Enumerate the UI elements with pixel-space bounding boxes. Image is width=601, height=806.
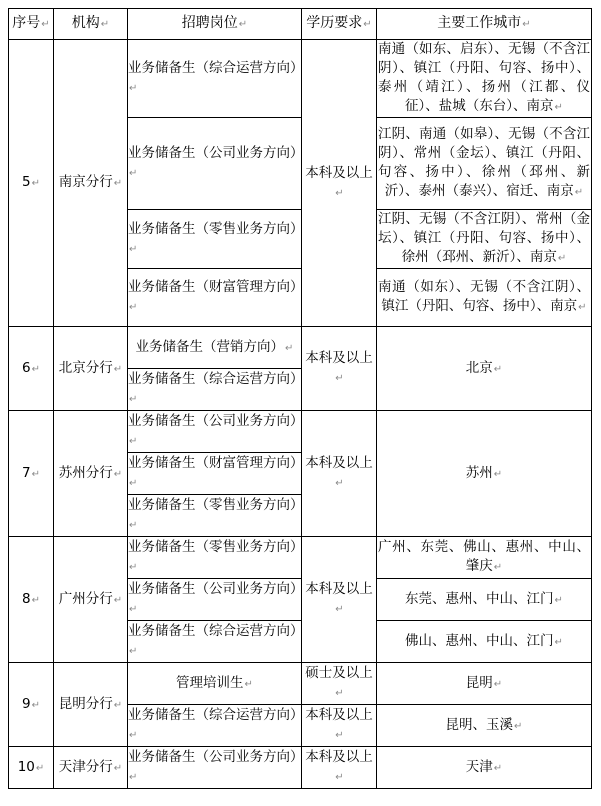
org-cell: 南京分行↵ [54,40,128,327]
org-cell: 广州分行↵ [54,537,128,663]
post-cell: 业务储备生（公司业务方向）↵ [128,118,302,210]
seq-cell: 6↵ [9,327,54,411]
city-cell: 天津↵ [377,747,592,789]
seq-cell: 10↵ [9,747,54,789]
edu-cell: 硕士及以上↵ [302,663,377,705]
header-seq: 序号↵ [9,9,54,40]
table-row [9,537,592,579]
seq-cell: 5↵ [9,40,54,327]
edu-cell: 本科及以上↵ [302,40,377,327]
post-cell: 业务储备生（综合运营方向）↵ [128,705,302,747]
table-row [9,663,592,705]
org-cell: 昆明分行↵ [54,663,128,747]
header-row [9,9,592,40]
post-cell: 业务储备生（公司业务方向）↵ [128,411,302,453]
city-cell: 广州、东莞、佛山、惠州、中山、肇庆↵ [377,537,592,579]
recruitment-table [8,8,592,789]
seq-cell: 8↵ [9,537,54,663]
table-row [9,747,592,789]
table-row [9,327,592,369]
post-cell: 业务储备生（综合运营方向）↵ [128,40,302,118]
city-cell: 江阴、无锡（不含江阴）、常州（金坛）、镇江（丹阳、句容、扬中）、徐州（邳州、新沂）、南京↵ [377,210,592,269]
post-cell: 业务储备生（财富管理方向）↵ [128,269,302,327]
edu-cell: 本科及以上↵ [302,705,377,747]
post-cell: 业务储备生（公司业务方向）↵ [128,747,302,789]
post-cell: 业务储备生（综合运营方向）↵ [128,369,302,411]
post-cell: 管理培训生↵ [128,663,302,705]
city-cell: 北京↵ [377,327,592,411]
edu-cell: 本科及以上↵ [302,327,377,411]
header-org: 机构↵ [54,9,128,40]
seq-cell: 9↵ [9,663,54,747]
city-cell: 佛山、惠州、中山、江门↵ [377,621,592,663]
org-cell: 苏州分行↵ [54,411,128,537]
post-cell: 业务储备生（零售业务方向）↵ [128,537,302,579]
post-cell: 业务储备生（营销方向）↵ [128,327,302,369]
header-city: 主要工作城市↵ [377,9,592,40]
edu-cell: 本科及以上↵ [302,411,377,537]
city-cell: 昆明、玉溪↵ [377,705,592,747]
header-edu: 学历要求↵ [302,9,377,40]
org-cell: 北京分行↵ [54,327,128,411]
post-cell: 业务储备生（零售业务方向）↵ [128,495,302,537]
city-cell: 东莞、惠州、中山、江门↵ [377,579,592,621]
org-cell: 天津分行↵ [54,747,128,789]
city-cell: 江阴、南通（如皋）、无锡（不含江阴）、常州（金坛）、镇江（丹阳、句容、扬中）、徐州（邳州、新沂）、泰州（泰兴）、宿迁、南京↵ [377,118,592,210]
header-post: 招聘岗位↵ [128,9,302,40]
table-row [9,411,592,453]
city-cell: 苏州↵ [377,411,592,537]
post-cell: 业务储备生（公司业务方向）↵ [128,579,302,621]
post-cell: 业务储备生（零售业务方向）↵ [128,210,302,269]
edu-cell: 本科及以上↵ [302,747,377,789]
city-cell: 南通（如东、启东）、无锡（不含江阴）、镇江（丹阳、句容、扬中）、泰州（靖江）、扬州（江都、仪征）、盐城（东台）、南京↵ [377,40,592,118]
city-cell: 昆明↵ [377,663,592,705]
edu-cell: 本科及以上↵ [302,537,377,663]
city-cell: 南通（如东）、无锡（不含江阴）、镇江（丹阳、句容、扬中）、南京↵ [377,269,592,327]
table-row [9,40,592,118]
post-cell: 业务储备生（财富管理方向）↵ [128,453,302,495]
seq-cell: 7↵ [9,411,54,537]
post-cell: 业务储备生（综合运营方向）↵ [128,621,302,663]
